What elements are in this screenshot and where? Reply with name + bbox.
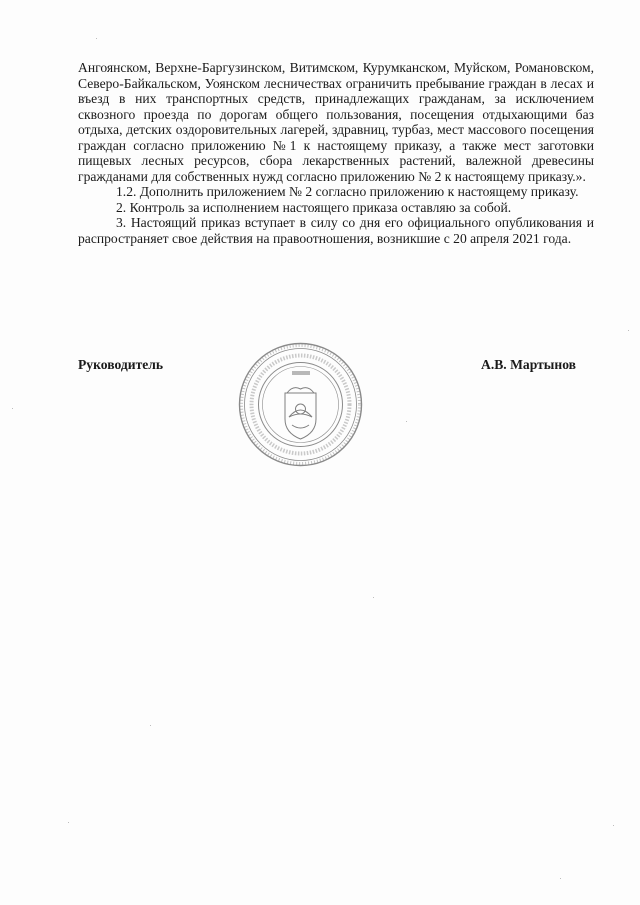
- paragraph-2: 2. Контроль за исполнением настоящего приказа оставляю за собой.: [116, 199, 512, 215]
- signature-title: Руководитель: [78, 357, 164, 372]
- paragraph-3: 3. Настоящий приказ вступает в силу со дня его официального опубликования и распространяет свое действия на правоотношения, возникшие с 20 апреля 2021 года.: [78, 215, 594, 246]
- scan-speck: [68, 822, 69, 823]
- paragraph-1-2: 1.2. Дополнить приложением № 2 согласно приложению к настоящему приказу.: [116, 184, 579, 199]
- signature-name: А.В. Мартынов: [481, 357, 577, 372]
- scan-speck: [560, 878, 561, 879]
- scan-speck: [150, 725, 151, 726]
- official-seal-icon: [237, 341, 364, 468]
- scan-speck: [12, 408, 13, 409]
- scan-speck: [613, 825, 614, 826]
- scan-speck: [373, 597, 374, 598]
- document-body: [78, 60, 594, 246]
- scan-speck: [406, 421, 407, 422]
- scan-speck: [628, 330, 629, 331]
- scan-speck: [96, 38, 97, 39]
- paragraph-continuation: Ангоянском, Верхне-Баргузинском, Витимском, Курумканском, Муйском, Романовском, Северо-Байкальском, Уоянском лесничествах ограничить пребывание граждан в лесах и въезд в них транспортных средств, принадлежащих гражданам, за исключением сквозного проезда по дорогам общего пользования, посещения отдыхающими баз отдыха, детских оздоровительных лагерей, здравниц, турбаз, мест массового посещения граждан согласно приложению №1 к настоящему приказу, а также мест заготовки пищевых лесных ресурсов, сбора лекарственных растений, валежной древесины гражданами для собственных нужд согласно приложению № 2 к настоящему приказу.».: [78, 60, 594, 184]
